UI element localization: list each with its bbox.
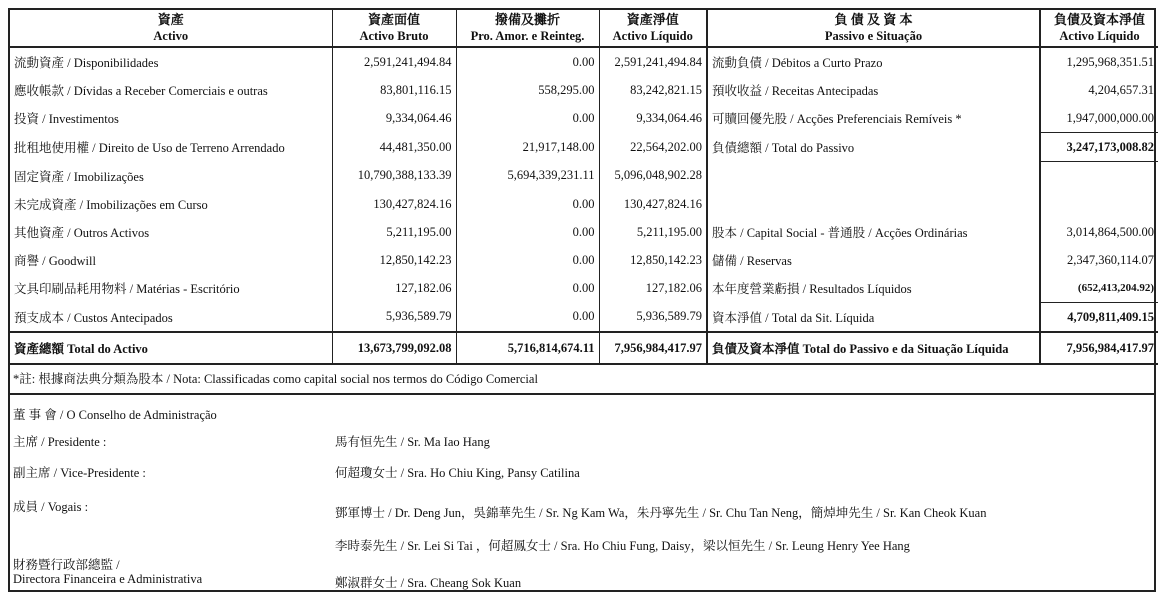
director-label-zh: 財務暨行政部總監 /	[13, 558, 120, 572]
net-value: 5,211,195.00	[599, 218, 707, 246]
liability-label: 股本 / Capital Social - 普通股 / Acções Ordinárias	[707, 218, 1040, 246]
header-provision: 撥備及攤折 Pro. Amor. e Reinteg.	[456, 10, 599, 47]
liability-label: 流動負債 / Débitos a Curto Prazo	[707, 47, 1040, 76]
table-row	[10, 303, 1158, 333]
liability-value	[1040, 190, 1158, 218]
net-value: 5,096,048,902.28	[599, 162, 707, 191]
total-asset-label: 資產總額 Total do Activo	[10, 332, 332, 364]
gross-value: 44,481,350.00	[332, 133, 456, 162]
header-liab-net: 負債及資本淨值 Activo Líquido	[1040, 10, 1158, 47]
members-line-2: 李時泰先生 / Sr. Lei Si Tai ，何超鳳女士 / Sra. Ho Chiu Fung, Daisy，梁以恒先生 / Sr. Leung Henry Yee Hang	[335, 539, 910, 553]
provision-value: 0.00	[456, 47, 599, 76]
table-row	[10, 47, 1158, 76]
table-row	[10, 218, 1158, 246]
asset-label: 未完成資產 / Imobilizações em Curso	[14, 198, 208, 212]
liability-value: 4,204,657.31	[1040, 76, 1158, 104]
net-value: 9,334,064.46	[599, 104, 707, 133]
header-asset: 資產 Activo	[10, 10, 332, 47]
gross-value: 127,182.06	[332, 274, 456, 303]
liability-label	[707, 190, 1040, 218]
total-liability-value: 7,956,984,417.97	[1040, 332, 1158, 364]
net-value: 83,242,821.15	[599, 76, 707, 104]
asset-label: 文具印刷品耗用物料 / Matérias - Escritório	[14, 282, 240, 297]
members-label: 成員 / Vogais :	[13, 500, 89, 514]
table-row	[10, 104, 1158, 133]
liability-value: 1,947,000,000.00	[1040, 104, 1158, 133]
asset-label: 投資 / Investimentos	[14, 112, 119, 127]
gross-value: 83,801,116.15	[332, 76, 456, 104]
vice-president-name: 何超瓊女士 / Sra. Ho Chiu King, Pansy Catilina	[335, 466, 580, 480]
balance-sheet	[8, 8, 1156, 592]
footnote: *註: 根據商法典分類為股本 / Nota: Classificadas como capital social nos termos do Código Comercial	[10, 365, 1154, 395]
gross-value: 130,427,824.16	[332, 190, 456, 218]
gross-value: 5,936,589.79	[332, 303, 456, 333]
balance-table	[10, 10, 1158, 365]
president-label: 主席 / Presidente :	[13, 435, 107, 449]
asset-label: 商譽 / Goodwill	[14, 254, 96, 268]
liability-label: 預收收益 / Receitas Antecipadas	[707, 76, 1040, 104]
asset-label: 其他資產 / Outros Activos	[14, 226, 150, 240]
table-row	[10, 162, 1158, 191]
provision-value: 21,917,148.00	[456, 133, 599, 162]
liability-value: 2,347,360,114.07	[1040, 246, 1158, 274]
header-gross: 資產面值 Activo Bruto	[332, 10, 456, 47]
liability-label: 資本淨值 / Total da Sit. Líquida	[707, 303, 1040, 333]
gross-value: 9,334,064.46	[332, 104, 456, 133]
liability-label	[707, 162, 1040, 191]
gross-value: 5,211,195.00	[332, 218, 456, 246]
liability-label: 儲備 / Reservas	[707, 246, 1040, 274]
director-name: 鄭淑群女士 / Sra. Cheang Sok Kuan	[335, 576, 522, 590]
provision-value: 0.00	[456, 303, 599, 333]
liability-value: 3,014,864,500.00	[1040, 218, 1158, 246]
header-liabilities: 負 債 及 資 本 Passivo e Situação	[707, 10, 1040, 47]
director-label-pt: Directora Financeira e Administrativa	[13, 572, 203, 586]
net-value: 5,936,589.79	[599, 303, 707, 333]
gross-value: 2,591,241,494.84	[332, 47, 456, 76]
asset-label: 流動資產 / Disponibilidades	[14, 56, 159, 70]
gross-value: 10,790,388,133.39	[332, 162, 456, 191]
provision-value: 558,295.00	[456, 76, 599, 104]
gross-value: 12,850,142.23	[332, 246, 456, 274]
liability-label: 本年度營業虧損 / Resultados Líquidos	[707, 274, 1040, 303]
net-value: 12,850,142.23	[599, 246, 707, 274]
liability-value	[1040, 162, 1158, 191]
provision-value: 0.00	[456, 246, 599, 274]
table-row	[10, 76, 1158, 104]
provision-value: 0.00	[456, 274, 599, 303]
header-row	[10, 10, 1158, 47]
header-net: 資產淨值 Activo Líquido	[599, 10, 707, 47]
provision-value: 0.00	[456, 218, 599, 246]
total-row	[10, 332, 1158, 364]
net-value: 2,591,241,494.84	[599, 47, 707, 76]
president-name: 馬有恒先生 / Sr. Ma Iao Hang	[335, 435, 490, 449]
asset-label: 固定資產 / Imobilizações	[14, 169, 144, 184]
asset-label: 應收帳款 / Dívidas a Receber Comerciais e outras	[14, 84, 268, 98]
asset-label: 批租地使用權 / Direito de Uso de Terreno Arrendado	[14, 141, 285, 155]
board-title: 董 事 會 / O Conselho de Administração	[13, 408, 217, 422]
liability-total-value: 3,247,173,008.82	[1040, 133, 1158, 162]
provision-value: 0.00	[456, 104, 599, 133]
liability-value: (652,413,204.92)	[1040, 274, 1158, 303]
liability-value: 1,295,968,351.51	[1040, 47, 1158, 76]
provision-value: 0.00	[456, 190, 599, 218]
table-row	[10, 133, 1158, 162]
table-row	[10, 190, 1158, 218]
total-gross: 13,673,799,092.08	[332, 332, 456, 364]
provision-value: 5,694,339,231.11	[456, 162, 599, 191]
liability-label: 可贖回優先股 / Acções Preferenciais Remíveis *	[707, 104, 1040, 133]
total-provision: 5,716,814,674.11	[456, 332, 599, 364]
table-row	[10, 246, 1158, 274]
table-row	[10, 274, 1158, 303]
equity-total-value: 4,709,811,409.15	[1040, 303, 1158, 333]
total-net: 7,956,984,417.97	[599, 332, 707, 364]
total-liability-label: 負債及資本淨值 Total do Passivo e da Situação Líquida	[707, 332, 1040, 364]
vice-president-label: 副主席 / Vice-Presidente :	[13, 466, 146, 480]
net-value: 22,564,202.00	[599, 133, 707, 162]
net-value: 127,182.06	[599, 274, 707, 303]
liability-label: 負債總額 / Total do Passivo	[707, 133, 1040, 162]
members-line-1: 鄧軍博士 / Dr. Deng Jun，吳錦華先生 / Sr. Ng Kam Wa，朱丹寧先生 / Sr. Chu Tan Neng，簡焯坤先生 / Sr. Kan Cheok Kuan	[335, 506, 987, 520]
asset-label: 預支成本 / Custos Antecipados	[14, 310, 173, 325]
net-value: 130,427,824.16	[599, 190, 707, 218]
